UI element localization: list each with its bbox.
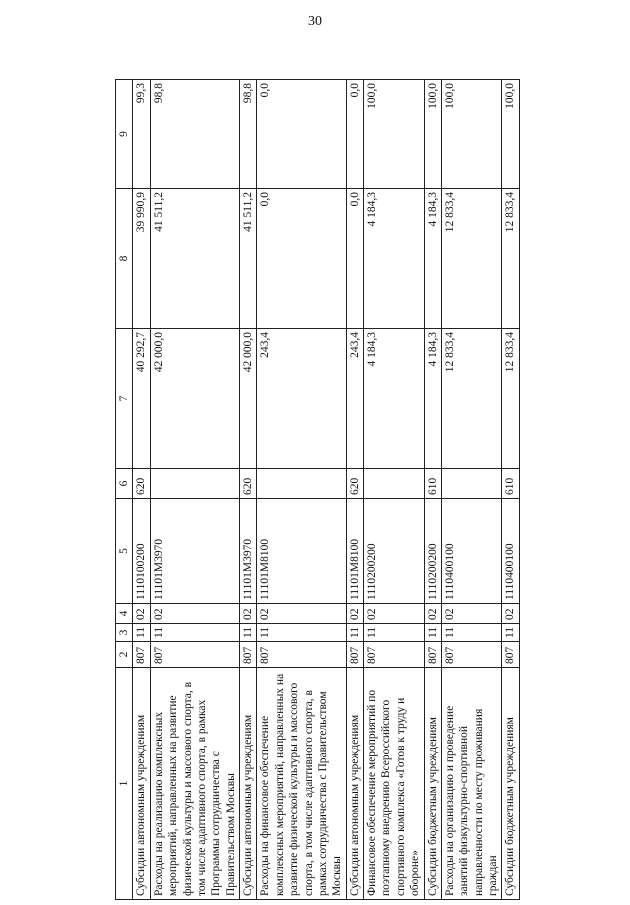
cell-expense-type — [441, 469, 502, 499]
cell-percent: 99,3 — [133, 80, 150, 189]
cell-description: Субсидии автономным учреждениям — [133, 668, 150, 900]
cell-actual: 12 833,4 — [502, 189, 519, 329]
rotated-table-container — [115, 80, 515, 900]
cell-section: 11 — [441, 624, 502, 642]
cell-percent: 0,0 — [257, 80, 346, 189]
cell-description: Субсидии бюджетным учреждениям — [502, 668, 519, 900]
cell-department: 807 — [441, 642, 502, 668]
column-header: 1 — [116, 668, 133, 900]
cell-target-article: 1110400100 — [502, 499, 519, 604]
cell-target-article: 11101М8100 — [346, 499, 363, 604]
column-header: 4 — [116, 604, 133, 624]
cell-planned: 243,4 — [346, 329, 363, 469]
cell-department: 807 — [502, 642, 519, 668]
cell-subsection: 02 — [424, 604, 441, 624]
cell-actual: 0,0 — [257, 189, 346, 329]
cell-subsection: 02 — [441, 604, 502, 624]
cell-planned: 4 184,3 — [364, 329, 425, 469]
column-header: 9 — [116, 80, 133, 189]
cell-department: 807 — [257, 642, 346, 668]
cell-department: 807 — [346, 642, 363, 668]
cell-percent: 0,0 — [346, 80, 363, 189]
cell-target-article: 1110400100 — [441, 499, 502, 604]
cell-description: Расходы на реализацию комплексных мероприятий, направленных на развитие физической культуры и массового спорта, в том числе адаптивного спорта, в рамках Программы сотрудничества с Правительством Москвы — [150, 668, 239, 900]
table-row — [364, 80, 425, 900]
cell-expense-type: 620 — [240, 469, 257, 499]
cell-description: Финансовое обеспечение мероприятий по поэтапному внедрению Всероссийского спортивного комплекса «Готов к труду и обороне» — [364, 668, 425, 900]
cell-description: Субсидии автономным учреждениям — [240, 668, 257, 900]
column-header: 2 — [116, 642, 133, 668]
cell-subsection: 02 — [346, 604, 363, 624]
cell-section: 11 — [240, 624, 257, 642]
cell-percent: 100,0 — [502, 80, 519, 189]
cell-section: 11 — [257, 624, 346, 642]
table-row — [346, 80, 363, 900]
cell-section: 11 — [424, 624, 441, 642]
column-header: 7 — [116, 329, 133, 469]
cell-department: 807 — [133, 642, 150, 668]
cell-section: 11 — [346, 624, 363, 642]
cell-section: 11 — [133, 624, 150, 642]
cell-planned: 40 292,7 — [133, 329, 150, 469]
cell-target-article: 11101М8100 — [257, 499, 346, 604]
cell-expense-type — [150, 469, 239, 499]
cell-department: 807 — [424, 642, 441, 668]
cell-actual: 39 990,9 — [133, 189, 150, 329]
cell-actual: 4 184,3 — [424, 189, 441, 329]
cell-description: Расходы на финансовое обеспечение комплексных мероприятий, направленных на развитие физической культуры и массового спорта, в том числе адаптивного спорта, в рамках сотрудничества с Правительством Москвы — [257, 668, 346, 900]
cell-subsection: 02 — [502, 604, 519, 624]
table-row — [257, 80, 346, 900]
cell-section: 11 — [502, 624, 519, 642]
cell-actual: 0,0 — [346, 189, 363, 329]
cell-target-article: 1110200200 — [424, 499, 441, 604]
table-row — [424, 80, 441, 900]
cell-department: 807 — [364, 642, 425, 668]
cell-subsection: 02 — [133, 604, 150, 624]
cell-section: 11 — [364, 624, 425, 642]
cell-description: Субсидии бюджетным учреждениям — [424, 668, 441, 900]
cell-actual: 41 511,2 — [240, 189, 257, 329]
cell-description: Субсидии автономным учреждениям — [346, 668, 363, 900]
cell-expense-type — [257, 469, 346, 499]
budget-table — [115, 79, 520, 900]
cell-subsection: 02 — [364, 604, 425, 624]
cell-actual: 4 184,3 — [364, 189, 425, 329]
cell-expense-type — [364, 469, 425, 499]
table-row — [150, 80, 239, 900]
cell-planned: 4 184,3 — [424, 329, 441, 469]
cell-expense-type: 610 — [502, 469, 519, 499]
table-row — [133, 80, 150, 900]
cell-planned: 12 833,4 — [441, 329, 502, 469]
cell-department: 807 — [240, 642, 257, 668]
cell-percent: 98,8 — [150, 80, 239, 189]
cell-subsection: 02 — [240, 604, 257, 624]
table-row — [441, 80, 502, 900]
cell-target-article: 1110200200 — [364, 499, 425, 604]
cell-actual: 12 833,4 — [441, 189, 502, 329]
cell-department: 807 — [150, 642, 239, 668]
cell-percent: 100,0 — [441, 80, 502, 189]
cell-actual: 41 511,2 — [150, 189, 239, 329]
header-row — [116, 80, 133, 900]
column-header: 8 — [116, 189, 133, 329]
column-header: 6 — [116, 469, 133, 499]
cell-target-article: 11101М3970 — [240, 499, 257, 604]
cell-percent: 100,0 — [364, 80, 425, 189]
cell-subsection: 02 — [257, 604, 346, 624]
cell-target-article: 1110100200 — [133, 499, 150, 604]
column-header: 3 — [116, 624, 133, 642]
page-number: 30 — [308, 14, 322, 29]
cell-planned: 243,4 — [257, 329, 346, 469]
cell-expense-type: 620 — [133, 469, 150, 499]
column-header: 5 — [116, 499, 133, 604]
cell-percent: 98,8 — [240, 80, 257, 189]
cell-percent: 100,0 — [424, 80, 441, 189]
cell-expense-type: 610 — [424, 469, 441, 499]
cell-section: 11 — [150, 624, 239, 642]
table-row — [240, 80, 257, 900]
cell-description: Расходы на организацию и проведение занятий физкультурно-спортивной направленности по месту проживания граждан — [441, 668, 502, 900]
cell-planned: 42 000,0 — [240, 329, 257, 469]
cell-expense-type: 620 — [346, 469, 363, 499]
cell-planned: 42 000,0 — [150, 329, 239, 469]
cell-subsection: 02 — [150, 604, 239, 624]
table-row — [502, 80, 519, 900]
cell-planned: 12 833,4 — [502, 329, 519, 469]
cell-target-article: 11101М3970 — [150, 499, 239, 604]
